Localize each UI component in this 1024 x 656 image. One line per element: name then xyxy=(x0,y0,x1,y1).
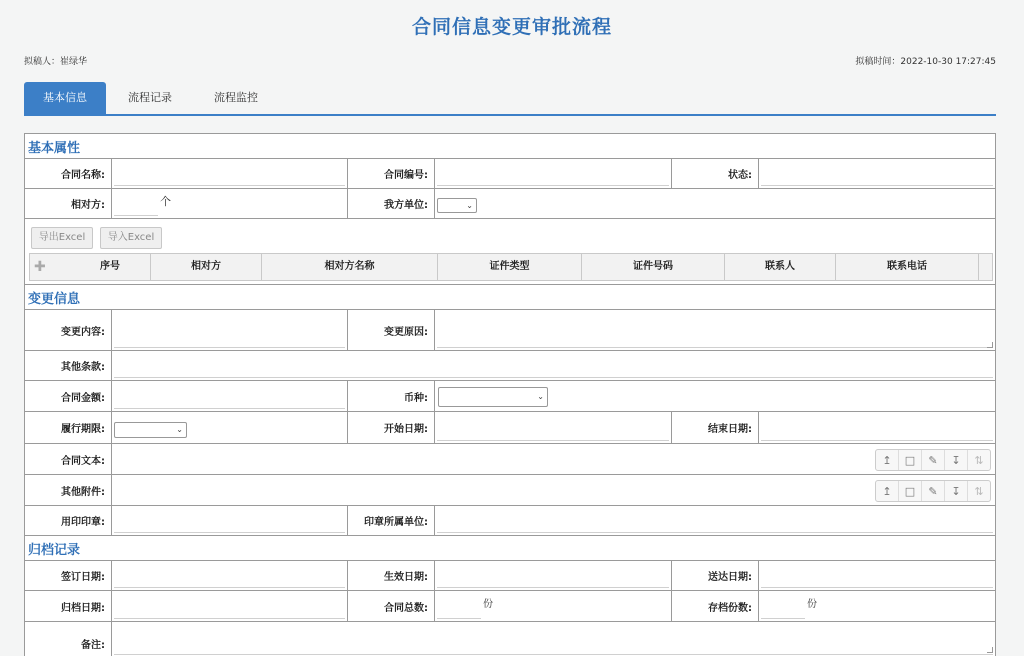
grid-col-id-type: 证件类型 xyxy=(438,254,582,280)
chevron-down-icon: ⌄ xyxy=(176,425,183,435)
contract-no-field[interactable] xyxy=(435,159,672,188)
archived-copies-label: 存档份数: xyxy=(672,591,759,621)
contract-name-label: 合同名称: xyxy=(25,159,112,188)
contract-text-toolbar xyxy=(875,449,991,471)
row-contract-name xyxy=(25,159,995,189)
delete-icon[interactable]: □ xyxy=(899,481,922,501)
archived-copies-unit: 份 xyxy=(807,599,817,610)
delivery-date-field[interactable] xyxy=(759,561,995,590)
archive-date-field[interactable] xyxy=(112,591,348,621)
download-icon[interactable]: ↧ xyxy=(945,481,968,501)
chevron-down-icon: ⌄ xyxy=(466,200,473,210)
resize-handle-icon[interactable] xyxy=(987,647,993,653)
edit-icon[interactable]: ✎ xyxy=(922,450,945,470)
remarks-label: 备注: xyxy=(25,622,112,656)
export-excel-button[interactable]: 导出Excel xyxy=(31,227,93,249)
upload-icon[interactable]: ↥ xyxy=(876,481,899,501)
row-contract-text xyxy=(25,444,995,475)
end-date-label: 结束日期: xyxy=(672,412,759,443)
row-remarks xyxy=(25,622,995,656)
status-label: 状态: xyxy=(672,159,759,188)
status-field[interactable] xyxy=(759,159,995,188)
sort-icon[interactable]: ⇅ xyxy=(974,453,984,467)
grid-col-contact: 联系人 xyxy=(725,254,836,280)
archive-date-label: 归档日期: xyxy=(25,591,112,621)
other-attachments-cell xyxy=(112,475,995,505)
row-change-content xyxy=(25,310,995,351)
seal-label: 用印印章: xyxy=(25,506,112,535)
draft-time: 拟稿时间：2022-10-30 17:27:45 xyxy=(855,57,996,67)
total-copies-input[interactable] xyxy=(437,618,481,619)
archived-copies-input[interactable] xyxy=(761,618,805,619)
seal-unit-label: 印章所属单位: xyxy=(348,506,435,535)
tab-bar xyxy=(24,82,996,114)
row-counterparty xyxy=(25,189,995,219)
effective-date-field[interactable] xyxy=(435,561,672,590)
sort-icon[interactable]: ⇅ xyxy=(974,484,984,498)
edit-icon[interactable]: ✎ xyxy=(922,481,945,501)
currency-label: 币种: xyxy=(348,381,435,411)
remarks-textarea[interactable] xyxy=(112,622,995,656)
currency-select[interactable] xyxy=(438,387,548,407)
contract-no-label: 合同编号: xyxy=(348,159,435,188)
term-cell xyxy=(112,412,348,443)
tab-basic-info[interactable]: 基本信息 xyxy=(24,82,106,114)
change-content-label: 变更内容: xyxy=(25,310,112,350)
seal-field[interactable] xyxy=(112,506,348,535)
contract-name-field[interactable] xyxy=(112,159,348,188)
grid-col-phone: 联系电话 xyxy=(836,254,979,280)
section-basic-title: 基本属性 xyxy=(25,134,995,159)
our-unit-cell xyxy=(435,189,995,218)
seal-unit-field[interactable] xyxy=(435,506,995,535)
row-term xyxy=(25,412,995,444)
term-select[interactable] xyxy=(114,422,187,438)
contract-form xyxy=(24,133,996,656)
amount-field[interactable] xyxy=(112,381,348,411)
contract-text-label: 合同文本: xyxy=(25,444,112,474)
sign-date-label: 签订日期: xyxy=(25,561,112,590)
change-reason-textarea[interactable] xyxy=(435,310,995,350)
grid-col-counterparty-name: 相对方名称 xyxy=(262,254,438,280)
our-unit-select[interactable] xyxy=(437,198,477,213)
add-row-icon[interactable]: ✚ xyxy=(34,259,46,275)
row-other-terms xyxy=(25,351,995,381)
tab-process-record[interactable]: 流程记录 xyxy=(128,91,172,104)
import-excel-button[interactable]: 导入Excel xyxy=(100,227,162,249)
other-terms-field[interactable] xyxy=(112,351,995,380)
total-copies-unit: 份 xyxy=(483,599,493,610)
delete-icon[interactable]: □ xyxy=(899,450,922,470)
start-date-field[interactable] xyxy=(435,412,672,443)
archived-copies-cell xyxy=(759,591,995,621)
upload-icon[interactable]: ↥ xyxy=(876,450,899,470)
row-amount xyxy=(25,381,995,412)
section-change-title: 变更信息 xyxy=(25,285,995,310)
row-other-attachments xyxy=(25,475,995,506)
row-counterparty-grid xyxy=(25,219,995,285)
change-reason-label: 变更原因: xyxy=(348,310,435,350)
page-title: 合同信息变更审批流程 xyxy=(411,16,612,38)
drafter-info: 拟稿人：崔绿华 xyxy=(24,57,88,67)
counterparty-grid-header xyxy=(29,253,993,281)
contract-text-cell xyxy=(112,444,995,474)
total-copies-cell xyxy=(435,591,672,621)
term-label: 履行期限: xyxy=(25,412,112,443)
our-unit-label: 我方单位: xyxy=(348,189,435,218)
chevron-down-icon: ⌄ xyxy=(537,392,544,402)
row-seal xyxy=(25,506,995,536)
other-attachments-label: 其他附件: xyxy=(25,475,112,505)
currency-cell xyxy=(435,381,995,411)
row-dates xyxy=(25,561,995,591)
total-copies-label: 合同总数: xyxy=(348,591,435,621)
change-content-field[interactable] xyxy=(112,310,348,350)
tab-underline xyxy=(24,114,996,116)
download-icon[interactable]: ↧ xyxy=(945,450,968,470)
row-archive xyxy=(25,591,995,622)
start-date-label: 开始日期: xyxy=(348,412,435,443)
counterparty-value: 个 xyxy=(160,195,171,208)
section-archive-title: 归档记录 xyxy=(25,536,995,561)
tab-process-monitor[interactable]: 流程监控 xyxy=(214,91,258,104)
grid-col-seq: 序号 xyxy=(30,254,151,280)
counterparty-label: 相对方: xyxy=(25,189,112,218)
other-attachments-toolbar xyxy=(875,480,991,502)
counterparty-field[interactable] xyxy=(112,189,348,218)
grid-col-id-number: 证件号码 xyxy=(582,254,725,280)
other-terms-label: 其他条款: xyxy=(25,351,112,380)
amount-label: 合同金额: xyxy=(25,381,112,411)
end-date-field[interactable] xyxy=(759,412,995,443)
grid-col-counterparty: 相对方 xyxy=(151,254,262,280)
resize-handle-icon[interactable] xyxy=(987,342,993,348)
delivery-date-label: 送达日期: xyxy=(672,561,759,590)
sign-date-field[interactable] xyxy=(112,561,348,590)
effective-date-label: 生效日期: xyxy=(348,561,435,590)
